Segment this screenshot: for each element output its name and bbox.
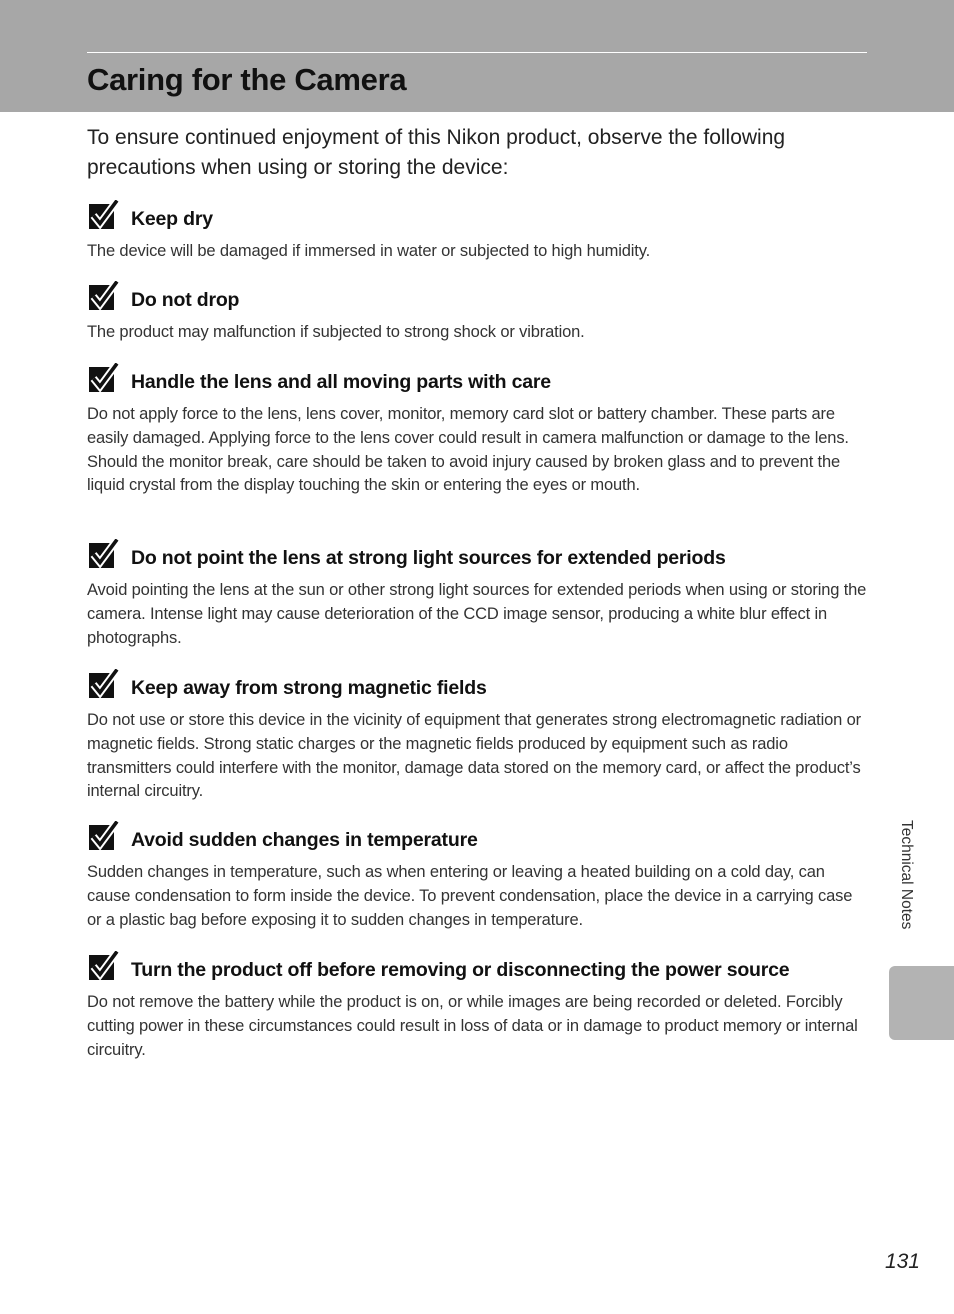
section-handle-lens <box>87 365 867 498</box>
page-title: Caring for the Camera <box>87 62 407 97</box>
checkbox-check-icon <box>87 539 119 571</box>
section-body-text: The product may malfunction if subjected to strong shock or vibration. <box>87 323 585 341</box>
section-temperature <box>87 823 867 932</box>
section-body-text: Do not remove the battery while the product is on, or while images are being recorded or deleted. Forcibly cutting power in these circumstances could result in loss of data or in damage to product memory or internal circuitry. <box>87 993 858 1059</box>
intro-text: To ensure continued enjoyment of this Nikon product, observe the following precautions when using or storing the device: <box>87 126 786 179</box>
section-heading <box>87 671 867 703</box>
section-body-text: The device will be damaged if immersed in water or subjected to high humidity. <box>87 242 651 260</box>
section-heading-text: Keep away from strong magnetic fields <box>131 677 487 699</box>
section-heading <box>87 953 867 985</box>
section-heading-text: Do not point the lens at strong light sources for extended periods <box>131 547 726 569</box>
section-keep-dry <box>87 202 867 264</box>
section-heading-text: Turn the product off before removing or disconnecting the power source <box>131 959 790 981</box>
section-heading <box>87 283 867 315</box>
section-heading <box>87 541 867 573</box>
checkbox-check-icon <box>87 200 119 232</box>
side-section-label: Technical Notes <box>898 820 915 930</box>
checkbox-check-icon <box>87 951 119 983</box>
section-strong-light <box>87 541 867 650</box>
section-body-text: Avoid pointing the lens at the sun or other strong light sources for extended periods when using or storing the camera. Intense light may cause deterioration of the CCD image sensor, producing a white blur effect in photographs. <box>87 581 867 647</box>
section-heading-text: Keep dry <box>131 208 213 230</box>
section-body-text: Do not apply force to the lens, lens cover, monitor, memory card slot or battery chamber. These parts are easily damaged. Applying force to the lens cover could result in camera malfunction or damage to the lens. Should the monitor break, care should be taken to avoid injury caused by broken glass and to prevent the liquid crystal from the display touching the skin or entering the eyes or mouth. <box>87 405 849 495</box>
section-heading-text: Handle the lens and all moving parts with care <box>131 371 551 393</box>
section-magnetic-fields <box>87 671 867 804</box>
checkbox-check-icon <box>87 821 119 853</box>
section-heading <box>87 202 867 234</box>
header-band <box>0 0 954 112</box>
section-heading-text: Avoid sudden changes in temperature <box>131 829 478 851</box>
page-number: 131 <box>884 1250 920 1273</box>
section-body-text: Sudden changes in temperature, such as when entering or leaving a heated building on a cold day, can cause condensation to form inside the device. To prevent condensation, place the device in a carrying case or a plastic bag before exposing it to sudden changes in temperature. <box>87 863 853 929</box>
section-power-source <box>87 953 867 1062</box>
section-heading <box>87 823 867 855</box>
section-heading-text: Do not drop <box>131 289 240 311</box>
header-rule <box>87 52 867 53</box>
checkbox-check-icon <box>87 363 119 395</box>
section-body-text: Do not use or store this device in the vicinity of equipment that generates strong electromagnetic radiation or magnetic fields. Strong static charges or the magnetic fields produced by equipment such as radio transmitters could interfere with the monitor, damage data stored on the memory card, or affect the product’s internal circuitry. <box>87 711 861 801</box>
checkbox-check-icon <box>87 669 119 701</box>
section-heading <box>87 365 867 397</box>
side-tab <box>889 966 954 1040</box>
section-do-not-drop <box>87 283 867 345</box>
checkbox-check-icon <box>87 281 119 313</box>
